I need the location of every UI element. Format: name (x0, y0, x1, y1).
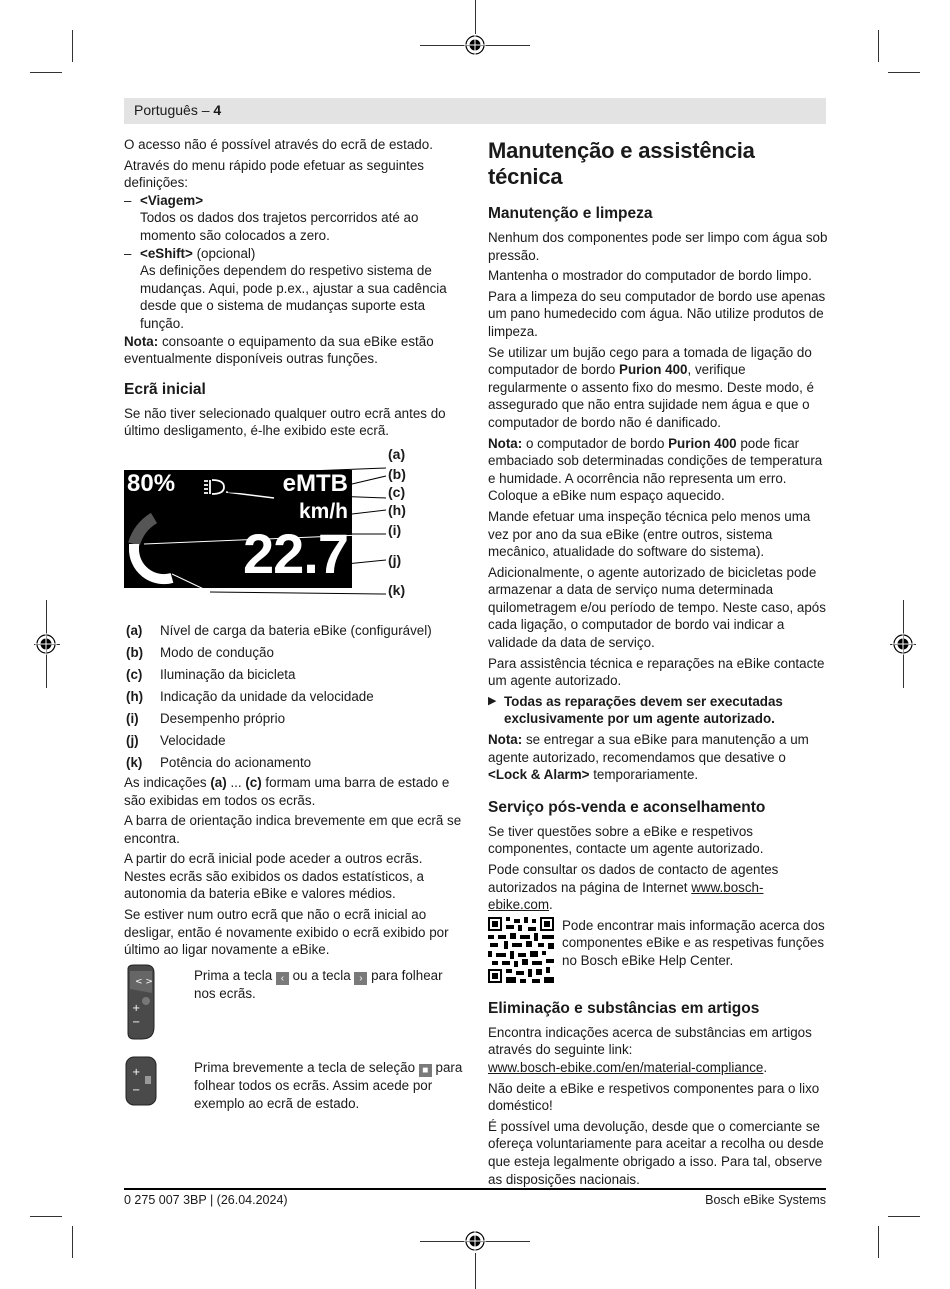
callout-line (352, 510, 386, 514)
paragraph: Mande efetuar uma inspeção técnica pelo menos uma vez por ano da sua eBike (entre outros, sistema mecânico, atualidade do software do sistema). (488, 508, 811, 560)
right-arrow-key-icon: › (354, 972, 367, 985)
legend-list (124, 620, 464, 774)
callout-line (172, 574, 210, 592)
paragraph: Para assistência técnica e reparações na eBike contacte um agente autorizado. (488, 655, 825, 689)
legend-item: (c) Iluminação da bicicleta (126, 667, 296, 683)
note: Nota: se entregar a sua eBike para manutenção a um agente autorizado, recomendamos que desative o <Lock & Alarm> temporariamente. (488, 732, 809, 783)
right-column (488, 136, 828, 1191)
legend-item: (k) Potência do acionamento (126, 755, 312, 771)
paragraph: Pode encontrar mais informação acerca dos componentes eBike e as respetivas funções no Bosch eBike Help Center. (562, 917, 825, 968)
light-icon (204, 480, 224, 494)
help-center-qr (488, 917, 828, 983)
legend-item: (b) Modo de condução (126, 645, 274, 661)
paragraph: É possível uma devolução, desde que o comerciante se ofereça voluntariamente para aceitar a recolha ou desde que esteja legalmente obrigado a isso. Para tal, observe as disposições nacionais. (488, 1118, 824, 1187)
crop-mark (878, 1226, 879, 1258)
chapter-title: Manutenção e assistência técnica (488, 138, 755, 189)
legend-item: (h) Indicação da unidade da velocidade (126, 689, 374, 705)
callout-label: (k) (388, 581, 406, 598)
page-number: 4 (213, 102, 222, 118)
paragraph: A barra de orientação indica brevemente em que ecrã se encontra. (124, 813, 462, 846)
crop-mark (475, 0, 476, 34)
qr-code-icon (488, 917, 554, 983)
list-item: – <Viagem> Todos os dados dos trajetos percorridos até ao momento são colocados a zero. (124, 192, 419, 243)
callout-label: (h) (388, 501, 406, 518)
paragraph: Se tiver questões sobre a eBike e respetivos componentes, contacte um agente autorizado. (488, 823, 764, 857)
footer-rule (124, 1188, 826, 1190)
paragraph: Nenhum dos componentes pode ser limpo com água sob pressão. (488, 230, 828, 263)
paragraph: Encontra indicações acerca de substâncias em artigos através do seguinte link: (488, 1024, 812, 1058)
material-compliance-link[interactable]: www.bosch-ebike.com/en/material-compliance (488, 1059, 764, 1075)
left-column (124, 136, 464, 1124)
callout-label: (c) (388, 483, 406, 500)
crop-mark (888, 1216, 920, 1217)
warning-arrow-icon: ▶ (488, 694, 497, 707)
crop-mark (72, 30, 73, 62)
power-arc (134, 518, 154, 544)
svg-text:+: + (132, 1002, 141, 1014)
paragraph: Não deite a eBike e respetivos componentes para o lixo doméstico! (488, 1080, 820, 1114)
note: Nota: o computador de bordo Purion 400 pode ficar embaciado sob determinadas condições de temperatura e humidade. A ocorrência não representa um erro. Coloque a eBike num espaço aquecido. (488, 435, 823, 504)
section-heading: Eliminação e substâncias em artigos (488, 999, 760, 1017)
crop-mark (475, 1253, 476, 1289)
callout-label: (a) (388, 445, 406, 462)
control-instruction (124, 963, 464, 1048)
note: Nota: consoante o equipamento da sua eBike estão eventualmente disponíveis outras funções. (124, 333, 434, 367)
remote-control-icon (124, 963, 158, 1043)
website-link[interactable]: www.bosch-ebike.com (488, 879, 764, 913)
remote-control-image (124, 963, 194, 1048)
display-illustration (124, 445, 424, 608)
callout-label: (j) (388, 551, 402, 568)
callout-line (352, 476, 386, 484)
paragraph: Se utilizar um bujão cego para a tomada de ligação do computador de bordo Purion 400, verifique regularmente o assento fixo do mesmo. Deste modo, é assegurado que não entra sujidade nem água e que o computador de bordo não é danificado. (488, 344, 815, 430)
callout-line (346, 560, 386, 564)
registration-mark-icon (892, 633, 914, 655)
crop-mark (878, 30, 879, 62)
paragraph: A partir do ecrã inicial pode aceder a outros ecrãs. Nestes ecrãs são exibidos os dados estatísticos, a autonomia da bateria eBike e valores médios. (124, 851, 424, 902)
paragraph: O acesso não é possível através do ecrã de estado. (124, 137, 433, 152)
registration-mark-icon (464, 34, 486, 56)
paragraph: As indicações (a) ... (c) formam uma barra de estado e são exibidas em todos os ecrãs. (124, 774, 450, 808)
select-key-icon: ■ (419, 1064, 432, 1077)
legend-item: (i) Desempenho próprio (126, 711, 286, 727)
header-text: Português – 4 (134, 102, 222, 118)
callout-line (210, 592, 386, 594)
section-heading: Ecrã inicial (124, 380, 206, 398)
paragraph: Pode consultar os dados de contacto de agentes autorizados na página de Internet www.bosch-ebike.com. (488, 862, 779, 913)
control-instruction (124, 1055, 464, 1115)
paragraph: Prima brevemente a tecla de seleção ■ para folhear todos os ecrãs. Assim acede por exemplo ao ecrã de estado. (194, 1060, 463, 1112)
document-id: 0 275 007 3BP | (26.04.2024) (124, 1193, 288, 1207)
paragraph: Se não tiver selecionado qualquer outro ecrã antes do último desligamento, é-lhe exibido este ecrã. (124, 405, 446, 439)
crop-mark (30, 1216, 62, 1217)
speed-value: 22.7 (243, 521, 348, 585)
section-heading: Serviço pós-venda e aconselhamento (488, 798, 766, 816)
registration-mark-icon (464, 1230, 486, 1252)
svg-text:−: − (132, 1016, 141, 1028)
svg-text:−: − (132, 1085, 141, 1097)
crop-mark (888, 72, 920, 73)
paragraph: Se estiver num outro ecrã que não o ecrã inicial ao desligar, então é novamente exibido o ecrã exibido por último ao ligar novamente a eBike. (124, 907, 449, 958)
paragraph: www.bosch-ebike.com/en/material-compliance. (488, 1059, 768, 1075)
power-arc-active (134, 544, 172, 579)
svg-text:< >: < > (135, 976, 153, 987)
battery-level: 80% (127, 469, 176, 497)
footer-brand: Bosch eBike Systems (705, 1193, 826, 1207)
paragraph: Prima a tecla ‹ ou a tecla › para folhear nos ecrãs. (194, 967, 443, 1001)
svg-text:+: + (132, 1067, 141, 1079)
warning: ▶ Todas as reparações devem ser executadas exclusivamente por um agente autorizado. (488, 693, 783, 727)
paragraph: Adicionalmente, o agente autorizado de bicicletas pode armazenar a data de serviço numa determinada quilometragem e/ou período de tempo. Neste caso, após cada ligação, o computador de bordo vai indicar a validade da data de serviço. (488, 564, 826, 651)
list-item: – <eShift> (opcional) As definições dependem do respetivo sistema de mudanças. Aqui, pode p.ex., ajustar a sua cadência desde que o sistema de mudanças suporte esta função. (124, 245, 447, 331)
legend-item: (j) Velocidade (126, 733, 226, 749)
remote-control-icon (124, 1055, 158, 1107)
paragraph: Através do menu rápido pode efetuar as seguintes definições: (124, 157, 424, 191)
remote-control-image (124, 1055, 194, 1115)
paragraph: Para a limpeza do seu computador de bordo use apenas um pano humedecido com água. Não utilize produtos de limpeza. (488, 288, 826, 339)
crop-mark (30, 72, 62, 73)
callout-label: (b) (388, 465, 406, 482)
speed-unit: km/h (298, 499, 348, 523)
page-header (124, 98, 826, 124)
registration-mark-icon (35, 633, 57, 655)
riding-mode: eMTB (282, 469, 348, 497)
crop-mark (72, 1226, 73, 1258)
section-heading: Manutenção e limpeza (488, 205, 653, 222)
legend-item: (a) Nível de carga da bateria eBike (configurável) (126, 623, 432, 639)
callout-label: (i) (388, 521, 402, 538)
left-arrow-key-icon: ‹ (276, 972, 289, 985)
paragraph: Mantenha o mostrador do computador de bordo limpo. (488, 268, 812, 284)
